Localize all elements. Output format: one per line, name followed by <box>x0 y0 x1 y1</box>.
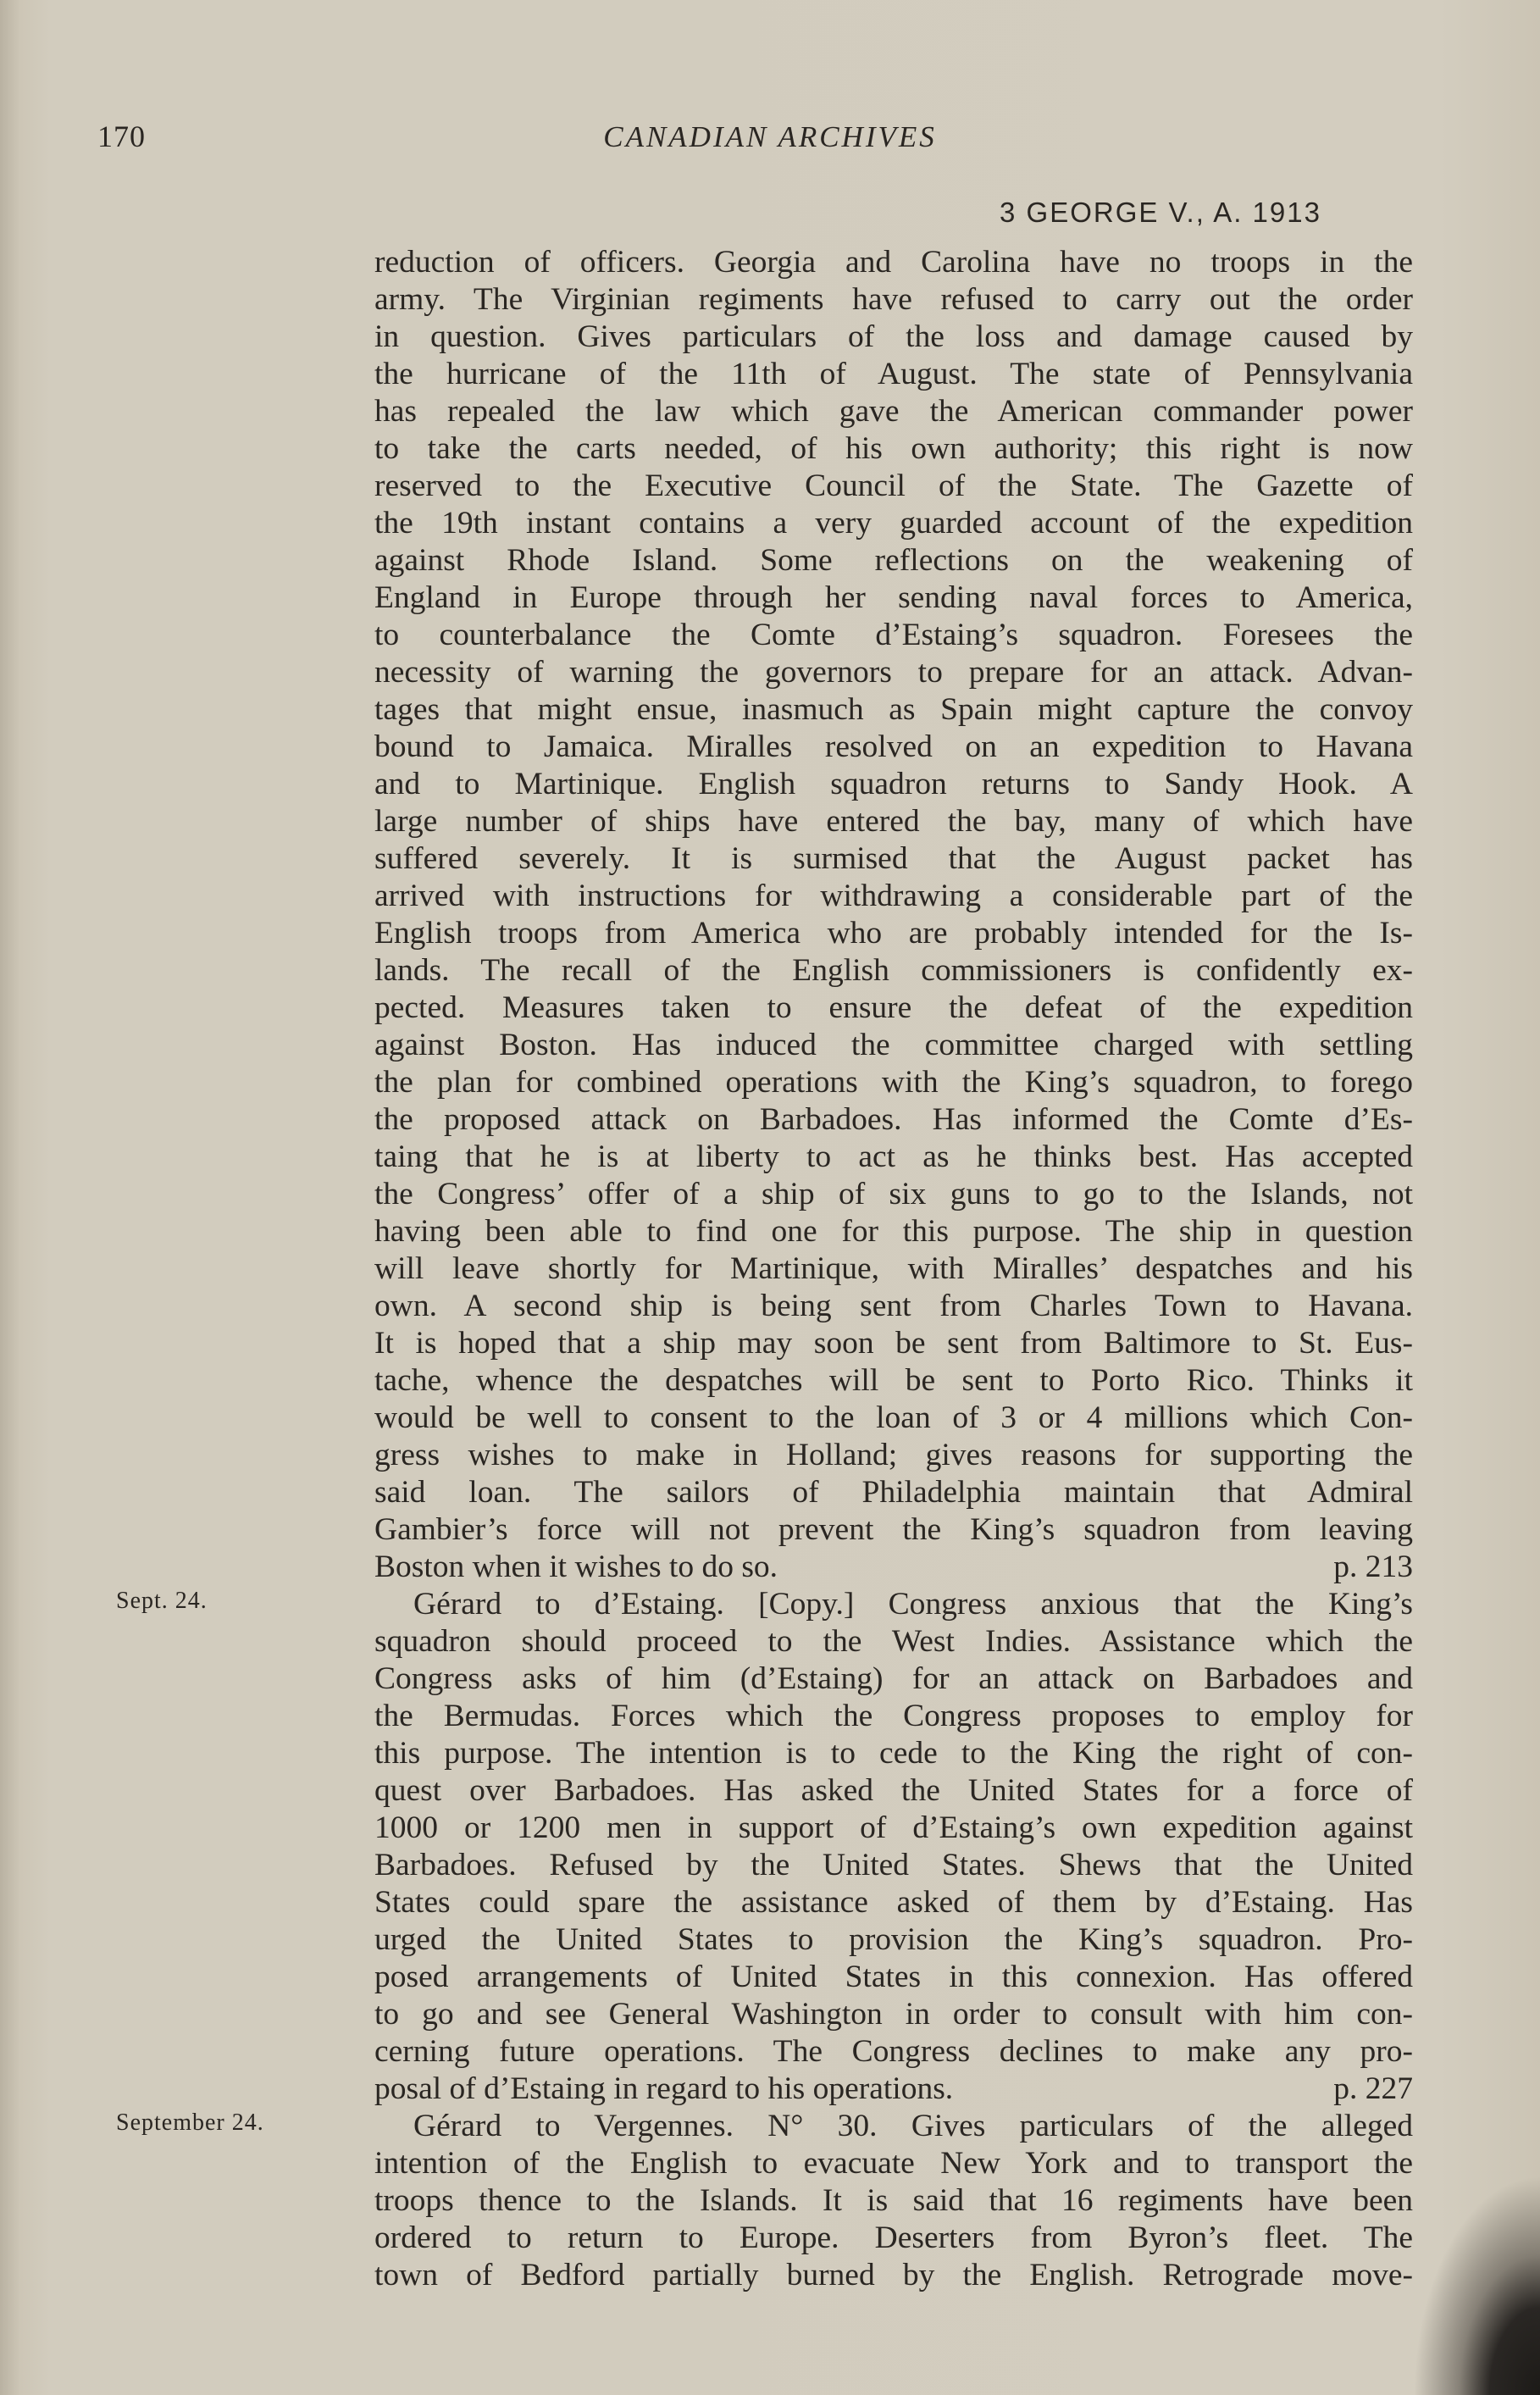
text-line: Gérard to Vergennes. N° 30. Gives particulars of the alleged <box>413 2109 1413 2143</box>
text-line: reduction of officers. Georgia and Carolina have no troops in the <box>374 245 1413 280</box>
text-line: intention of the English to evacuate New York and to transport the <box>374 2146 1413 2181</box>
text-line: It is hoped that a ship may soon be sent from Baltimore to St. Eus- <box>374 1326 1413 1361</box>
text-line: will leave shortly for Martinique, with Miralles’ despatches and his <box>374 1251 1413 1286</box>
text-line: the hurricane of the 11th of August. The state of Pennsylvania <box>374 357 1413 391</box>
margin-date: September 24. <box>116 2109 264 2136</box>
text-line: to take the carts needed, of his own authority; this right is now <box>374 431 1413 466</box>
text-line: gress wishes to make in Holland; gives reasons for supporting the <box>374 1438 1413 1472</box>
text-line: bound to Jamaica. Miralles resolved on an expedition to Havana <box>374 729 1413 764</box>
text-line: taing that he is at liberty to act as he thinks best. Has accepted <box>374 1139 1413 1174</box>
text-line: the plan for combined operations with the King’s squadron, to forego <box>374 1065 1413 1100</box>
text-line: to counterbalance the Comte d’Estaing’s squadron. Foresees the <box>374 618 1413 652</box>
page-reference: p. 213 <box>1333 1550 1413 1584</box>
text-line: the proposed attack on Barbadoes. Has informed the Comte d’Es- <box>374 1102 1413 1137</box>
text-line: posal of d’Estaing in regard to his operations. <box>374 2071 954 2106</box>
running-head: CANADIAN ARCHIVES <box>603 120 937 153</box>
text-line: the Congress’ offer of a ship of six guns to go to the Islands, not <box>374 1177 1413 1211</box>
text-line: the 19th instant contains a very guarded account of the expedition <box>374 506 1413 541</box>
text-line: tache, whence the despatches will be sent to Porto Rico. Thinks it <box>374 1363 1413 1398</box>
text-line: tages that might ensue, inasmuch as Spain might capture the convoy <box>374 692 1413 727</box>
text-line: quest over Barbadoes. Has asked the United States for a force of <box>374 1773 1413 1808</box>
text-line: in question. Gives particulars of the loss and damage caused by <box>374 319 1413 354</box>
text-line: town of Bedford partially burned by the English. Retrograde move- <box>374 2258 1413 2292</box>
text-line: this purpose. The intention is to cede to the King the right of con- <box>374 1736 1413 1771</box>
text-line: own. A second ship is being sent from Charles Town to Havana. <box>374 1289 1413 1323</box>
text-line: lands. The recall of the English commissioners is confidently ex- <box>374 953 1413 988</box>
text-line: suffered severely. It is surmised that the August packet has <box>374 841 1413 876</box>
text-line: would be well to consent to the loan of 3 or 4 millions which Con- <box>374 1400 1413 1435</box>
text-line: arrived with instructions for withdrawing a considerable part of the <box>374 879 1413 913</box>
text-line: urged the United States to provision the King’s squadron. Pro- <box>374 1922 1413 1957</box>
text-line: posed arrangements of United States in this connexion. Has offered <box>374 1960 1413 1994</box>
text-line: against Boston. Has induced the committee charged with settling <box>374 1028 1413 1062</box>
text-line: large number of ships have entered the bay, many of which have <box>374 804 1413 839</box>
text-line: Boston when it wishes to do so. <box>374 1550 778 1584</box>
session-label: 3 GEORGE V., A. 1913 <box>1000 197 1321 228</box>
text-line: the Bermudas. Forces which the Congress proposes to employ for <box>374 1699 1413 1733</box>
text-line: said loan. The sailors of Philadelphia maintain that Admiral <box>374 1475 1413 1510</box>
page-reference: p. 227 <box>1333 2071 1413 2106</box>
text-line: cerning future operations. The Congress declines to make any pro- <box>374 2034 1413 2069</box>
text-line: necessity of warning the governors to prepare for an attack. Advan- <box>374 655 1413 690</box>
text-line: England in Europe through her sending naval forces to America, <box>374 580 1413 615</box>
text-line: reserved to the Executive Council of the State. The Gazette of <box>374 468 1413 503</box>
text-line: having been able to find one for this purpose. The ship in question <box>374 1214 1413 1249</box>
text-line: ordered to return to Europe. Deserters from Byron’s fleet. The <box>374 2220 1413 2255</box>
text-line: Congress asks of him (d’Estaing) for an attack on Barbadoes and <box>374 1661 1413 1696</box>
text-line: army. The Virginian regiments have refused to carry out the order <box>374 282 1413 317</box>
text-line: pected. Measures taken to ensure the defeat of the expedition <box>374 990 1413 1025</box>
text-line: Barbadoes. Refused by the United States. Shews that the United <box>374 1848 1413 1882</box>
text-line: troops thence to the Islands. It is said that 16 regiments have been <box>374 2183 1413 2218</box>
text-line: to go and see General Washington in order to consult with him con- <box>374 1997 1413 2032</box>
text-line: and to Martinique. English squadron returns to Sandy Hook. A <box>374 767 1413 801</box>
text-line: has repealed the law which gave the American commander power <box>374 394 1413 429</box>
margin-date: Sept. 24. <box>116 1588 208 1614</box>
text-line: 1000 or 1200 men in support of d’Estaing’s own expedition against <box>374 1810 1413 1845</box>
text-line: squadron should proceed to the West Indies. Assistance which the <box>374 1624 1413 1659</box>
text-line: against Rhode Island. Some reflections on the weakening of <box>374 543 1413 578</box>
text-line: Gambier’s force will not prevent the King’s squadron from leaving <box>374 1512 1413 1547</box>
text-line: Gérard to d’Estaing. [Copy.] Congress anxious that the King’s <box>413 1587 1413 1622</box>
text-line: States could spare the assistance asked of them by d’Estaing. Has <box>374 1885 1413 1920</box>
page-number: 170 <box>97 119 146 153</box>
text-line: English troops from America who are probably intended for the Is- <box>374 916 1413 951</box>
page-corner-shadow <box>1413 2175 1540 2395</box>
